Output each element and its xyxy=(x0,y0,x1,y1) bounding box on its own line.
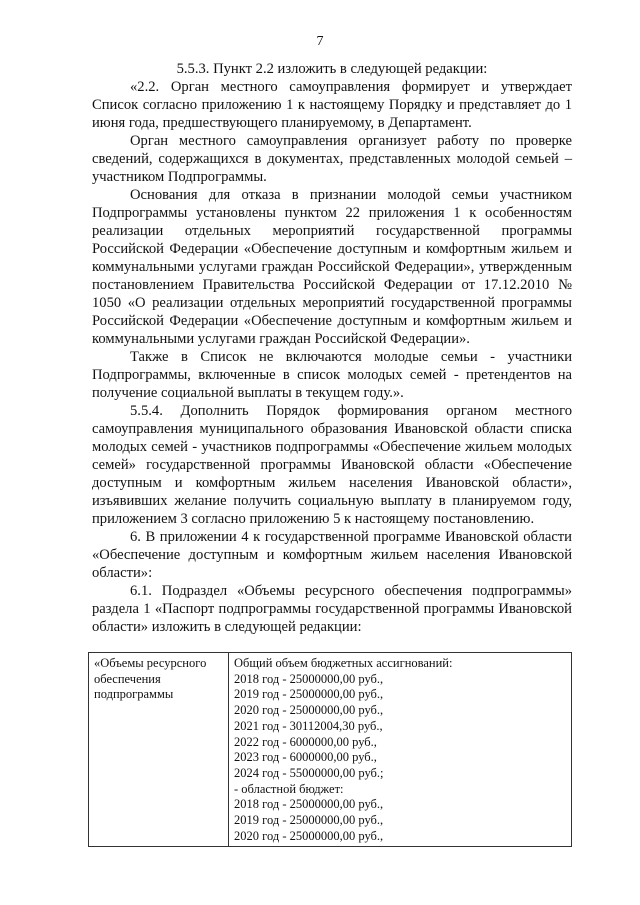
paragraph-5-5-3: 5.5.3. Пункт 2.2 изложить в следующей редакции: xyxy=(176,61,488,77)
budget-line: 2020 год - 25000000,00 руб., xyxy=(234,703,384,718)
paragraph-exclusion: Также в Список не включаются молодые семьи - участники Подпрограммы, включенные в список молодых семей - претендентов на получение социальной выплаты в текущем году.». xyxy=(92,349,572,401)
budget-line: 2023 год - 6000000,00 руб., xyxy=(234,750,377,765)
page-number: 7 xyxy=(316,34,324,49)
paragraph-verification: Орган местного самоуправления организует работу по проверке сведений, содержащихся в документах, представленных молодой семьей – участником Подпрограммы. xyxy=(92,133,572,185)
budget-line: 2019 год - 25000000,00 руб., xyxy=(234,813,384,828)
budget-total-heading: Общий объем бюджетных ассигнований: xyxy=(234,656,453,670)
budget-line: 2019 год - 25000000,00 руб., xyxy=(234,687,384,702)
paragraph-refusal-grounds: Основания для отказа в признании молодой семьи участником Подпрограммы установлены пунктом 22 приложения 1 к особенностям реализации отдельных мероприятий государственной программы Российской Федерации «Обеспечение доступным и комфортным жильем и коммунальными услугами граждан Российской Федерации», утвержденным постановлением Правительства Российской Федерации от 17.12.2010 № 1050 «О реализации отдельных мероприятий государственной программы Российской Федерации «Обеспечение доступным и комфортным жильем и коммунальными услугами граждан Российской Федерации». xyxy=(92,187,572,347)
budget-line: 2021 год - 30112004,30 руб., xyxy=(234,718,383,733)
table-row xyxy=(89,653,572,847)
table-values-cell xyxy=(229,653,572,847)
paragraph-2-2: «2.2. Орган местного самоуправления формирует и утверждает Список согласно приложению 1 к настоящему Порядку и представляет до 1 июня года, предшествующего планируемому, в Департамент. xyxy=(92,79,572,131)
resource-table xyxy=(88,652,572,847)
paragraph-6-1: 6.1. Подраздел «Объемы ресурсного обеспечения подпрограммы» раздела 1 «Паспорт подпрограммы государственной программы Ивановской области» изложить в следующей редакции: xyxy=(92,583,572,635)
budget-line: 2022 год - 6000000,00 руб., xyxy=(234,734,377,749)
paragraph-6: 6. В приложении 4 к государственной программе Ивановской области «Обеспечение доступным и комфортным жильем населения Ивановской области»: xyxy=(92,529,572,581)
budget-line: 2018 год - 25000000,00 руб., xyxy=(234,671,384,686)
document-body xyxy=(92,60,572,636)
budget-line: 2020 год - 25000000,00 руб., xyxy=(234,828,384,843)
table-label-cell: «Объемы ресурсного обеспечения подпрограммы xyxy=(89,653,229,847)
regional-budget-heading: - областной бюджет: xyxy=(234,781,344,796)
budget-line: 2024 год - 55000000,00 руб.; xyxy=(234,765,384,780)
budget-line: 2018 год - 25000000,00 руб., xyxy=(234,797,384,812)
paragraph-5-5-4: 5.5.4. Дополнить Порядок формирования органом местного самоуправления муниципального образования Ивановской области списка молодых семей - участников подпрограммы «Обеспечение жильем молодых семей» государственной программы Ивановской области «Обеспечение доступным и комфортным жильем населения Ивановской области», изъявивших желание получить социальную выплату в планируемом году, приложением 3 согласно приложению 5 к настоящему постановлению. xyxy=(92,403,572,527)
